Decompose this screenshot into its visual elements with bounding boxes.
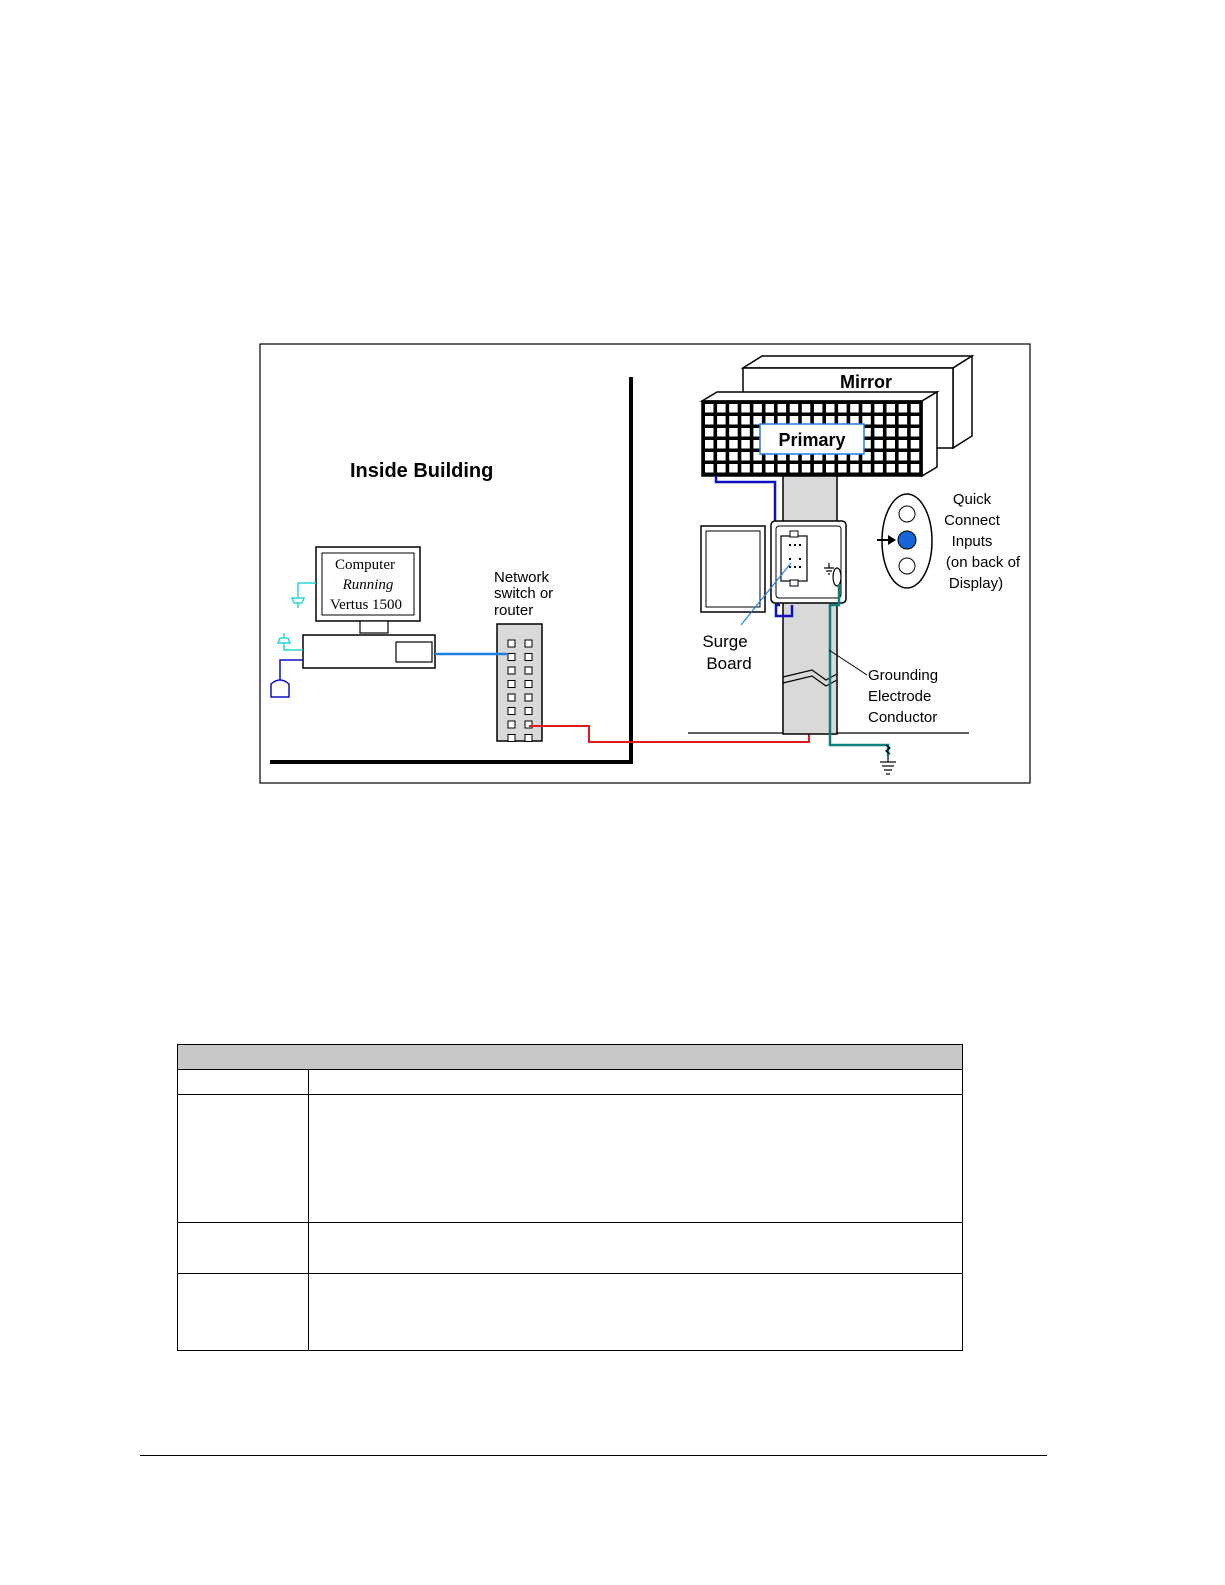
network-label-line3: router bbox=[494, 602, 534, 619]
table-cell bbox=[178, 1070, 309, 1095]
led-cell bbox=[729, 452, 738, 461]
network-label-line2: switch or bbox=[494, 585, 554, 602]
table-cell bbox=[309, 1070, 963, 1095]
network-label-line1: Network bbox=[494, 569, 550, 586]
computer-monitor bbox=[316, 547, 420, 633]
led-cell bbox=[899, 440, 908, 449]
led-cell bbox=[766, 464, 775, 473]
surge-label-line2: Board bbox=[706, 654, 752, 673]
led-cell bbox=[874, 428, 883, 437]
led-cell bbox=[741, 416, 750, 425]
led-cell bbox=[790, 404, 799, 413]
quick-connect-line2: Connect bbox=[944, 512, 1000, 529]
switch-port bbox=[508, 694, 515, 701]
led-cell bbox=[887, 416, 896, 425]
led-cell bbox=[729, 404, 738, 413]
led-cell bbox=[741, 404, 750, 413]
led-cell bbox=[753, 416, 762, 425]
led-cell bbox=[874, 464, 883, 473]
led-cell bbox=[838, 404, 847, 413]
surge-label-line1: Surge bbox=[702, 632, 748, 651]
grounding-label-line2: Electrode bbox=[868, 688, 932, 705]
switch-port bbox=[508, 640, 515, 647]
quick-connect-inputs bbox=[877, 494, 932, 588]
mirror-label: Mirror bbox=[839, 372, 893, 392]
led-cell bbox=[838, 464, 847, 473]
led-cell bbox=[814, 464, 823, 473]
quick-connect-line1: Quick bbox=[952, 491, 992, 508]
led-cell bbox=[753, 464, 762, 473]
led-cell bbox=[717, 464, 726, 473]
table-cell bbox=[178, 1274, 309, 1351]
led-cell bbox=[862, 464, 871, 473]
led-cell bbox=[778, 416, 787, 425]
led-cell bbox=[899, 464, 908, 473]
led-cell bbox=[717, 428, 726, 437]
led-cell bbox=[899, 416, 908, 425]
switch-port bbox=[508, 735, 515, 742]
quick-connect-line4: (on back of bbox=[945, 554, 1021, 571]
table-row bbox=[178, 1095, 963, 1223]
switch-port bbox=[525, 640, 532, 647]
switch-port bbox=[525, 667, 532, 674]
led-cell bbox=[729, 428, 738, 437]
computer-label-line2: Running bbox=[342, 577, 394, 593]
led-cell bbox=[741, 452, 750, 461]
led-cell bbox=[729, 416, 738, 425]
surge-board bbox=[781, 536, 807, 581]
led-cell bbox=[717, 404, 726, 413]
led-cell bbox=[887, 452, 896, 461]
switch-port bbox=[508, 667, 515, 674]
led-cell bbox=[862, 416, 871, 425]
led-cell bbox=[887, 404, 896, 413]
led-cell bbox=[741, 428, 750, 437]
table-cell bbox=[309, 1095, 963, 1223]
led-cell bbox=[741, 464, 750, 473]
computer-label-line3: Vertus 1500 bbox=[329, 597, 403, 613]
led-cell bbox=[814, 416, 823, 425]
led-cell bbox=[814, 404, 823, 413]
table-cell bbox=[309, 1274, 963, 1351]
led-cell bbox=[850, 404, 859, 413]
led-cell bbox=[911, 464, 920, 473]
footer-rule bbox=[140, 1455, 1047, 1456]
quick-connect-line3: Inputs bbox=[951, 533, 993, 550]
led-cell bbox=[826, 416, 835, 425]
led-cell bbox=[705, 440, 714, 449]
primary-label: Primary bbox=[778, 430, 846, 450]
grounding-label-line1: Grounding bbox=[868, 667, 939, 684]
table-cell bbox=[178, 1095, 309, 1223]
led-cell bbox=[802, 416, 811, 425]
computer-label-line1: Computer bbox=[335, 557, 395, 573]
switch-port bbox=[525, 708, 532, 715]
led-cell bbox=[826, 404, 835, 413]
led-cell bbox=[899, 428, 908, 437]
led-cell bbox=[887, 428, 896, 437]
led-cell bbox=[705, 416, 714, 425]
led-cell bbox=[850, 416, 859, 425]
inside-building-label: Inside Building bbox=[350, 460, 494, 482]
led-cell bbox=[911, 428, 920, 437]
led-cell bbox=[741, 440, 750, 449]
switch-port bbox=[525, 681, 532, 688]
table-cell bbox=[178, 1223, 309, 1274]
led-cell bbox=[705, 428, 714, 437]
spec-table bbox=[177, 1044, 963, 1351]
computer-base-unit bbox=[303, 635, 435, 668]
switch-port bbox=[508, 654, 515, 661]
quick-connect-line5: Display) bbox=[948, 575, 1004, 592]
led-cell bbox=[802, 464, 811, 473]
grounding-label-line3: Conductor bbox=[868, 709, 938, 726]
led-cell bbox=[826, 464, 835, 473]
led-cell bbox=[850, 464, 859, 473]
led-cell bbox=[887, 464, 896, 473]
led-cell bbox=[911, 452, 920, 461]
switch-port bbox=[525, 735, 532, 742]
led-cell bbox=[790, 416, 799, 425]
switch-port bbox=[508, 681, 515, 688]
led-cell bbox=[862, 404, 871, 413]
led-cell bbox=[887, 440, 896, 449]
led-cell bbox=[717, 416, 726, 425]
pole-enclosure bbox=[701, 521, 846, 612]
led-cell bbox=[778, 404, 787, 413]
led-cell bbox=[874, 440, 883, 449]
led-cell bbox=[778, 464, 787, 473]
led-cell bbox=[729, 464, 738, 473]
led-cell bbox=[705, 452, 714, 461]
table-row bbox=[178, 1223, 963, 1274]
mouse-icon bbox=[271, 660, 303, 697]
led-cell bbox=[874, 452, 883, 461]
table-cell bbox=[309, 1223, 963, 1274]
switch-port bbox=[508, 708, 515, 715]
switch-port bbox=[525, 654, 532, 661]
led-cell bbox=[729, 440, 738, 449]
switch-port bbox=[525, 694, 532, 701]
switch-port bbox=[508, 721, 515, 728]
led-cell bbox=[717, 452, 726, 461]
table-row bbox=[178, 1070, 963, 1095]
led-cell bbox=[899, 404, 908, 413]
led-cell bbox=[766, 404, 775, 413]
table-header-cell bbox=[178, 1045, 963, 1070]
led-cell bbox=[874, 404, 883, 413]
primary-display bbox=[702, 392, 937, 476]
led-cell bbox=[705, 404, 714, 413]
led-cell bbox=[911, 404, 920, 413]
led-cell bbox=[874, 416, 883, 425]
led-cell bbox=[790, 464, 799, 473]
active-input-indicator bbox=[898, 531, 916, 549]
led-cell bbox=[717, 440, 726, 449]
earth-ground-icon bbox=[880, 745, 896, 774]
led-cell bbox=[766, 416, 775, 425]
led-cell bbox=[802, 404, 811, 413]
table-header-row bbox=[178, 1045, 963, 1070]
led-cell bbox=[705, 464, 714, 473]
led-cell bbox=[911, 440, 920, 449]
data-cable bbox=[529, 581, 809, 742]
led-cell bbox=[838, 416, 847, 425]
led-cell bbox=[899, 452, 908, 461]
led-cell bbox=[753, 404, 762, 413]
table-row bbox=[178, 1274, 963, 1351]
led-cell bbox=[911, 416, 920, 425]
